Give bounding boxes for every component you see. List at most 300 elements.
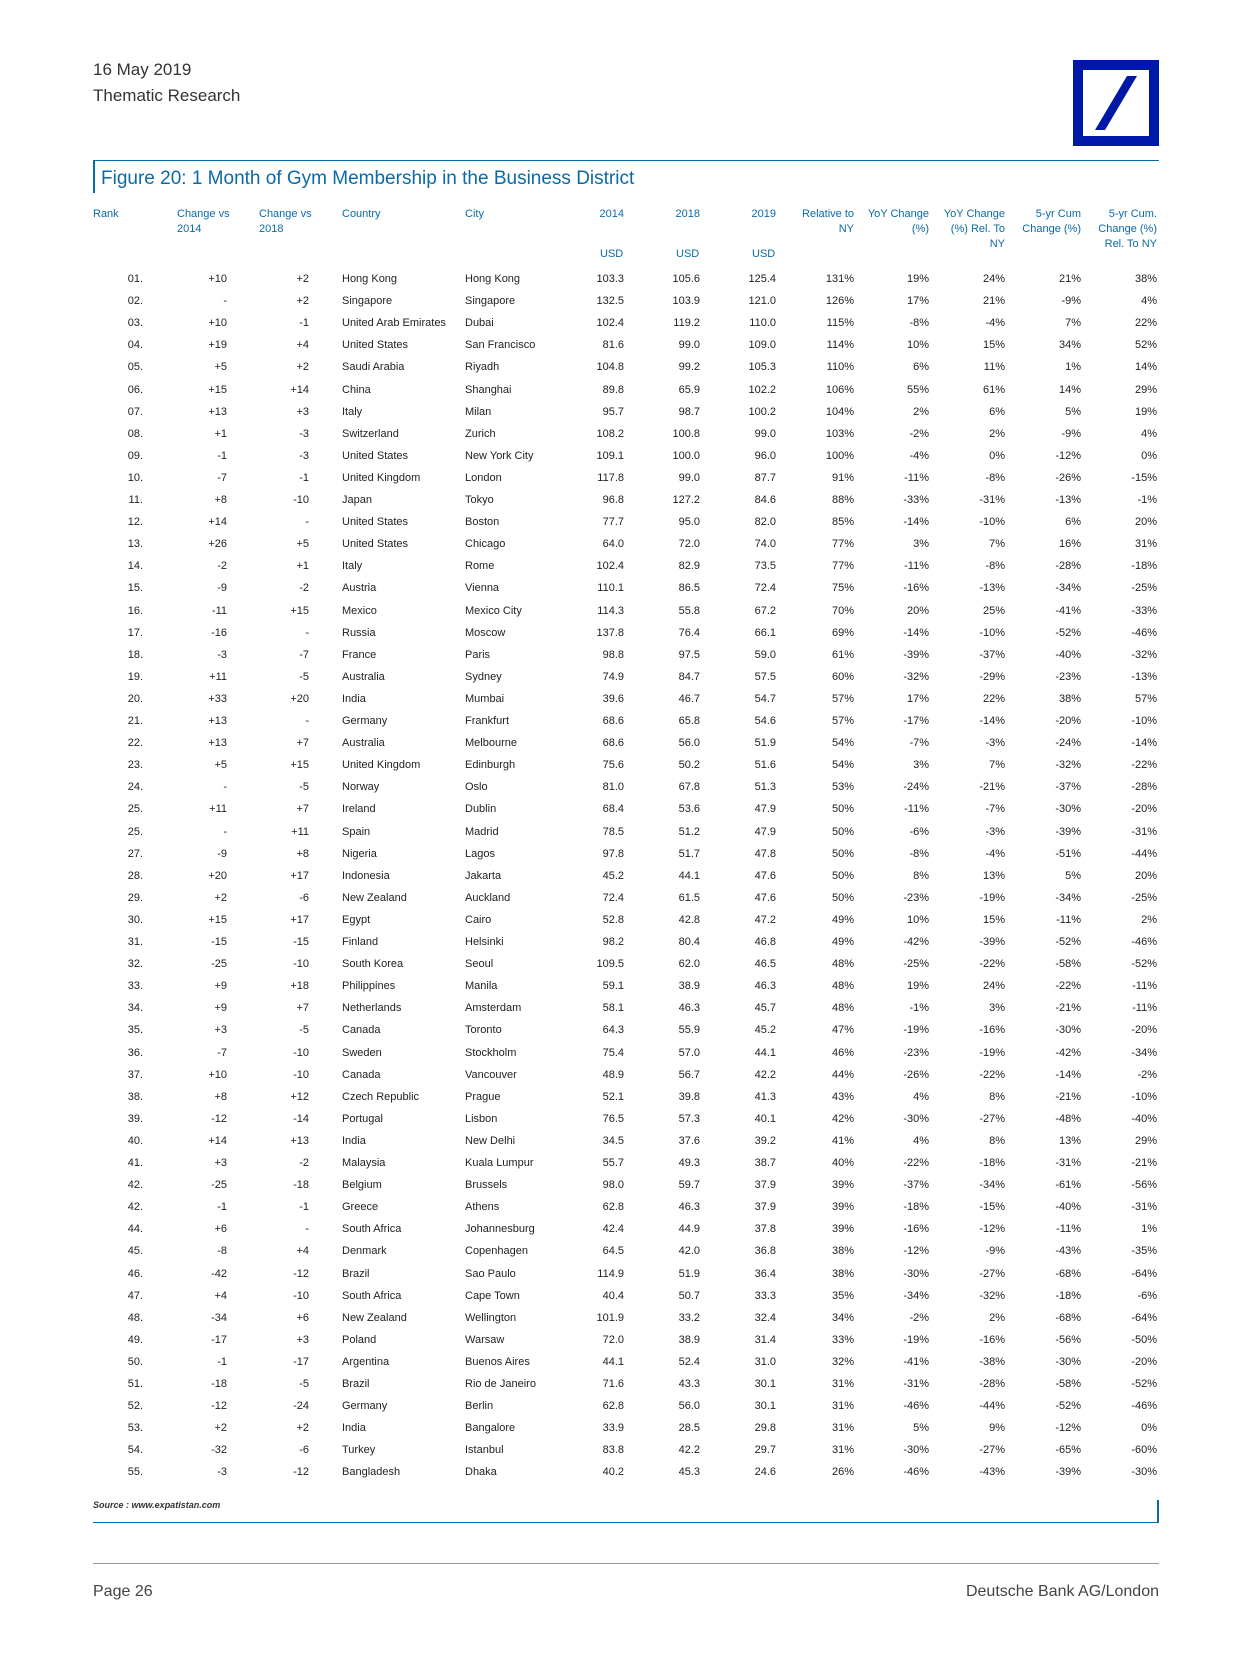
cell-change-2014: +19 <box>208 339 227 352</box>
cell-rank: 34. <box>127 1002 143 1015</box>
table-row <box>0 447 1240 469</box>
cell-change-2014: +13 <box>208 405 227 418</box>
cell-change-2014: -9 <box>217 582 227 595</box>
cell-5yr-change: -9% <box>1061 427 1081 440</box>
cell-rank: 48. <box>127 1311 143 1324</box>
cell-relative-ny: 57% <box>831 692 854 705</box>
cell-5yr-change: -32% <box>1055 759 1081 772</box>
cell-price-2018: 99.0 <box>678 339 700 352</box>
cell-change-2018: -7 <box>299 648 309 661</box>
cell-country: South Korea <box>342 958 404 971</box>
cell-yoy-rel-ny: -3% <box>985 737 1005 750</box>
table-row <box>0 1441 1240 1463</box>
unit-2019: USD <box>752 248 776 260</box>
cell-5yr-change: -20% <box>1055 715 1081 727</box>
table-row <box>0 624 1240 646</box>
cell-price-2014: 55.7 <box>602 1157 624 1169</box>
cell-relative-ny: 49% <box>831 936 854 948</box>
cell-relative-ny: 48% <box>831 958 854 971</box>
table-row <box>0 381 1240 403</box>
cell-change-2014: +9 <box>214 980 227 993</box>
cell-5yr-change: -24% <box>1055 737 1081 750</box>
cell-city: Manila <box>465 980 498 993</box>
cell-rank: 46. <box>127 1267 143 1280</box>
cell-change-2014: +33 <box>208 692 227 705</box>
cell-price-2018: 76.4 <box>678 626 700 639</box>
cell-relative-ny: 53% <box>831 781 854 794</box>
cell-city: Tokyo <box>465 494 494 506</box>
cell-relative-ny: 75% <box>831 582 854 595</box>
col-city: City <box>465 208 484 220</box>
cell-5yr-change: -23% <box>1055 670 1081 683</box>
table-row <box>0 292 1240 314</box>
cell-5yr-change: -34% <box>1055 891 1081 904</box>
cell-change-2018: +17 <box>290 913 309 926</box>
cell-change-2014: -1 <box>217 449 227 462</box>
cell-country: Austria <box>342 582 377 595</box>
cell-5yr-change: -52% <box>1055 936 1081 948</box>
cell-price-2018: 97.5 <box>678 648 700 661</box>
cell-change-2018: +3 <box>296 405 309 418</box>
cell-change-2018: +14 <box>290 383 309 396</box>
cell-rank: 50. <box>127 1355 143 1368</box>
page-number: Page 26 <box>93 1583 153 1600</box>
cell-yoy-rel-ny: -27% <box>979 1112 1005 1125</box>
cell-country: India <box>342 1134 366 1147</box>
cell-yoy-rel-ny: 7% <box>989 759 1005 772</box>
cell-change-2018: +20 <box>290 692 309 705</box>
cell-price-2018: 82.9 <box>678 560 700 573</box>
cell-5yr-rel-ny: -25% <box>1131 891 1157 904</box>
cell-country: Canada <box>342 1024 381 1037</box>
col-2018: 2018 <box>675 208 700 220</box>
cell-5yr-rel-ny: -64% <box>1131 1267 1157 1280</box>
cell-price-2019: 30.1 <box>754 1400 776 1413</box>
cell-yoy-change: -46% <box>903 1400 929 1413</box>
report-type: Thematic Research <box>93 86 241 105</box>
cell-country: Brazil <box>342 1267 370 1280</box>
cell-price-2014: 71.6 <box>602 1378 624 1390</box>
cell-city: Lisbon <box>465 1112 498 1125</box>
cell-yoy-change: 17% <box>906 692 929 705</box>
cell-relative-ny: 42% <box>831 1112 854 1125</box>
cell-country: Czech Republic <box>342 1090 420 1103</box>
cell-rank: 07. <box>127 405 143 418</box>
cell-price-2018: 28.5 <box>678 1422 700 1435</box>
cell-price-2019: 74.0 <box>754 538 776 551</box>
cell-price-2014: 72.0 <box>602 1333 624 1346</box>
cell-city: Riyadh <box>465 361 500 374</box>
cell-country: Portugal <box>342 1112 383 1125</box>
cell-price-2014: 98.2 <box>602 936 624 948</box>
cell-yoy-change: -2% <box>909 427 929 440</box>
cell-city: Vancouver <box>465 1068 517 1081</box>
cell-rank: 25. <box>127 825 143 838</box>
cell-price-2019: 39.2 <box>754 1134 776 1147</box>
cell-5yr-change: -40% <box>1055 1201 1081 1214</box>
cell-yoy-rel-ny: 8% <box>989 1090 1005 1103</box>
col-2014: 2014 <box>599 208 624 220</box>
cell-price-2018: 51.9 <box>678 1267 700 1280</box>
cell-country: Bangladesh <box>342 1466 401 1479</box>
cell-country: United Kingdom <box>342 759 421 772</box>
cell-change-2014: - <box>223 825 227 838</box>
cell-price-2018: 86.5 <box>678 582 700 595</box>
cell-change-2018: -2 <box>299 1157 309 1169</box>
cell-price-2014: 72.4 <box>602 891 624 904</box>
cell-city: Boston <box>465 516 500 529</box>
table-row <box>0 646 1240 668</box>
cell-change-2018: +13 <box>290 1134 309 1147</box>
cell-5yr-change: -30% <box>1055 803 1081 816</box>
cell-city: New Delhi <box>465 1134 516 1147</box>
cell-country: Finland <box>342 936 379 948</box>
cell-yoy-rel-ny: -3% <box>985 825 1005 838</box>
cell-5yr-change: -43% <box>1055 1245 1081 1258</box>
table-row <box>0 845 1240 867</box>
cell-price-2019: 37.8 <box>754 1223 776 1236</box>
cell-yoy-change: -19% <box>903 1333 929 1346</box>
cell-price-2014: 117.8 <box>597 471 624 484</box>
cell-price-2014: 48.9 <box>602 1068 624 1081</box>
cell-5yr-rel-ny: -6% <box>1137 1289 1157 1302</box>
cell-relative-ny: 54% <box>831 737 854 750</box>
cell-change-2014: +13 <box>208 737 227 750</box>
cell-change-2018: +8 <box>296 847 309 860</box>
cell-country: Germany <box>342 715 388 727</box>
cell-5yr-rel-ny: -14% <box>1131 737 1157 750</box>
cell-yoy-change: -11% <box>904 803 929 816</box>
cell-country: Russia <box>342 626 376 639</box>
cell-change-2018: +3 <box>296 1333 309 1346</box>
cell-country: Greece <box>342 1201 379 1214</box>
cell-price-2019: 72.4 <box>754 582 776 595</box>
unit-2014: USD <box>600 248 624 260</box>
cell-5yr-rel-ny: -32% <box>1131 648 1157 661</box>
cell-5yr-rel-ny: -56% <box>1131 1179 1157 1192</box>
cell-yoy-rel-ny: -19% <box>979 1046 1005 1059</box>
cell-change-2014: +2 <box>214 1422 227 1435</box>
cell-relative-ny: 77% <box>831 538 854 551</box>
cell-relative-ny: 50% <box>831 803 854 816</box>
cell-price-2018: 53.6 <box>678 803 700 816</box>
cell-relative-ny: 85% <box>831 516 854 529</box>
table-row <box>0 602 1240 624</box>
cell-change-2014: +10 <box>208 273 227 285</box>
cell-rank: 51. <box>127 1378 143 1390</box>
cell-price-2014: 114.3 <box>597 604 624 617</box>
cell-relative-ny: 31% <box>831 1378 854 1390</box>
table-row <box>0 734 1240 756</box>
cell-price-2018: 44.9 <box>678 1223 700 1236</box>
cell-relative-ny: 50% <box>831 847 854 860</box>
cell-change-2018: +7 <box>296 737 309 750</box>
cell-relative-ny: 39% <box>831 1179 854 1192</box>
cell-change-2018: +7 <box>296 803 309 816</box>
col-relative-ny: Relative to NY <box>802 208 854 235</box>
cell-relative-ny: 50% <box>831 825 854 838</box>
cell-yoy-rel-ny: -9% <box>985 1245 1005 1258</box>
cell-5yr-rel-ny: -50% <box>1131 1333 1157 1346</box>
cell-yoy-rel-ny: -10% <box>979 626 1005 639</box>
cell-yoy-rel-ny: -28% <box>979 1378 1005 1390</box>
cell-country: Nigeria <box>342 847 377 860</box>
cell-city: Jakarta <box>465 869 502 882</box>
cell-change-2018: -10 <box>293 494 309 506</box>
cell-price-2018: 99.0 <box>678 471 700 484</box>
cell-rank: 13. <box>127 538 143 551</box>
cell-relative-ny: 106% <box>825 383 854 396</box>
table-row <box>0 1198 1240 1220</box>
cell-5yr-change: -9% <box>1061 295 1081 308</box>
cell-rank: 29. <box>127 891 143 904</box>
cell-rank: 30. <box>127 913 143 926</box>
cell-country: New Zealand <box>342 891 407 904</box>
cell-rank: 31. <box>127 936 143 948</box>
cell-rank: 40. <box>127 1134 143 1147</box>
cell-yoy-change: -33% <box>903 494 929 506</box>
table-row <box>0 469 1240 491</box>
cell-city: Wellington <box>465 1311 517 1324</box>
cell-5yr-rel-ny: 31% <box>1134 538 1157 551</box>
cell-yoy-rel-ny: 22% <box>982 692 1005 705</box>
cell-city: Madrid <box>465 825 499 838</box>
cell-change-2014: -9 <box>217 847 227 860</box>
cell-5yr-change: -31% <box>1055 1157 1081 1169</box>
cell-yoy-change: -30% <box>903 1444 929 1457</box>
cell-change-2014: +11 <box>209 803 227 816</box>
cell-price-2014: 42.4 <box>602 1223 624 1236</box>
col-country: Country <box>342 208 381 220</box>
cell-yoy-rel-ny: -32% <box>979 1289 1005 1302</box>
cell-relative-ny: 131% <box>825 273 854 285</box>
cell-relative-ny: 91% <box>831 471 854 484</box>
cell-price-2019: 73.5 <box>754 560 776 573</box>
cell-price-2018: 59.7 <box>678 1179 700 1192</box>
cell-5yr-change: 5% <box>1065 869 1081 882</box>
cell-price-2018: 46.3 <box>678 1201 700 1214</box>
cell-price-2014: 78.5 <box>602 825 624 838</box>
cell-yoy-change: -2% <box>909 1311 929 1324</box>
cell-change-2018: -1 <box>299 317 309 330</box>
cell-yoy-change: -42% <box>903 936 929 948</box>
cell-yoy-change: 17% <box>906 295 929 308</box>
table-row <box>0 955 1240 977</box>
cell-rank: 37. <box>127 1068 143 1081</box>
cell-yoy-rel-ny: -4% <box>985 847 1005 860</box>
cell-5yr-rel-ny: 0% <box>1141 1422 1157 1435</box>
table-row <box>0 800 1240 822</box>
cell-5yr-change: 5% <box>1065 405 1081 418</box>
cell-price-2019: 47.9 <box>754 803 776 816</box>
cell-5yr-change: -51% <box>1055 847 1081 860</box>
cell-yoy-rel-ny: -4% <box>985 317 1005 330</box>
cell-yoy-change: -46% <box>903 1466 929 1479</box>
cell-5yr-rel-ny: 57% <box>1134 692 1157 705</box>
footer-rule <box>93 1563 1159 1564</box>
figure-top-rule <box>93 160 1159 161</box>
cell-country: Turkey <box>342 1444 376 1457</box>
cell-city: Berlin <box>465 1400 494 1413</box>
cell-relative-ny: 104% <box>825 405 854 418</box>
cell-5yr-change: -30% <box>1055 1024 1081 1037</box>
cell-country: Brazil <box>342 1378 370 1390</box>
cell-rank: 17. <box>127 626 143 639</box>
cell-price-2018: 56.7 <box>678 1068 700 1081</box>
cell-5yr-change: 7% <box>1065 317 1081 330</box>
cell-price-2018: 42.2 <box>678 1444 700 1457</box>
cell-price-2019: 109.0 <box>748 339 776 352</box>
cell-price-2019: 47.2 <box>754 913 776 926</box>
cell-price-2019: 37.9 <box>754 1179 776 1192</box>
cell-price-2019: 44.1 <box>754 1046 776 1059</box>
cell-price-2019: 37.9 <box>754 1201 776 1214</box>
cell-yoy-change: -6% <box>909 825 929 838</box>
cell-city: Rome <box>465 560 495 573</box>
cell-rank: 16. <box>127 604 143 617</box>
cell-country: Saudi Arabia <box>342 361 405 374</box>
cell-price-2019: 99.0 <box>754 427 776 440</box>
footer-org: Deutsche Bank AG/London <box>965 1583 1159 1600</box>
cell-change-2014: -7 <box>217 1046 227 1059</box>
cell-relative-ny: 48% <box>831 980 854 993</box>
cell-change-2014: -12 <box>211 1400 227 1413</box>
cell-price-2019: 47.9 <box>754 825 776 838</box>
cell-change-2018: +4 <box>296 339 309 352</box>
cell-country: United Arab Emirates <box>342 317 446 330</box>
cell-yoy-change: -14% <box>903 626 929 639</box>
cell-price-2018: 62.0 <box>678 958 700 971</box>
cell-change-2018: +2 <box>296 1422 309 1435</box>
cell-change-2014: - <box>223 781 227 794</box>
cell-5yr-rel-ny: 52% <box>1134 339 1157 352</box>
cell-change-2014: -12 <box>211 1112 227 1125</box>
cell-yoy-rel-ny: 15% <box>982 339 1005 352</box>
cell-yoy-change: -31% <box>903 1378 929 1390</box>
cell-change-2018: +15 <box>290 604 309 617</box>
cell-yoy-rel-ny: -8% <box>985 471 1005 484</box>
cell-price-2018: 65.9 <box>678 383 700 396</box>
cell-change-2018: +4 <box>296 1245 309 1258</box>
cell-price-2014: 98.8 <box>602 648 624 661</box>
col-yoy-rel-ny: YoY Change (%) Rel. To NY <box>943 208 1005 250</box>
cell-price-2018: 100.0 <box>672 449 700 462</box>
cell-rank: 28. <box>127 869 143 882</box>
table-row <box>0 425 1240 447</box>
cell-country: Spain <box>342 825 371 838</box>
cell-price-2014: 33.9 <box>602 1422 624 1435</box>
figure-bottom-rule <box>93 1522 1159 1523</box>
cell-price-2018: 127.2 <box>672 494 700 506</box>
cell-city: Istanbul <box>465 1444 504 1457</box>
cell-5yr-rel-ny: -46% <box>1131 1400 1157 1413</box>
cell-country: Argentina <box>342 1355 390 1368</box>
cell-city: Buenos Aires <box>465 1355 530 1368</box>
cell-price-2014: 64.3 <box>602 1024 624 1037</box>
cell-country: Ireland <box>342 803 376 816</box>
cell-price-2014: 44.1 <box>602 1355 624 1368</box>
cell-5yr-rel-ny: 0% <box>1141 449 1157 462</box>
cell-5yr-change: -21% <box>1055 1002 1081 1015</box>
cell-5yr-change: -48% <box>1055 1112 1081 1125</box>
cell-5yr-rel-ny: -31% <box>1131 1201 1157 1214</box>
cell-yoy-rel-ny: 21% <box>982 295 1005 308</box>
cell-price-2014: 58.1 <box>602 1002 624 1015</box>
cell-change-2018: -5 <box>299 1024 309 1037</box>
cell-price-2014: 74.9 <box>602 670 624 683</box>
cell-price-2018: 51.2 <box>678 825 700 838</box>
cell-price-2014: 40.2 <box>602 1466 624 1479</box>
cell-5yr-change: 1% <box>1065 361 1081 374</box>
cell-price-2019: 100.2 <box>748 405 776 418</box>
cell-5yr-rel-ny: 4% <box>1141 295 1157 308</box>
cell-change-2014: +6 <box>214 1223 227 1236</box>
cell-price-2018: 43.3 <box>678 1378 700 1390</box>
cell-country: Norway <box>342 781 380 794</box>
cell-country: Philippines <box>342 980 396 993</box>
cell-change-2014: +1 <box>214 427 227 440</box>
cell-price-2014: 81.0 <box>602 781 624 794</box>
figure-title: Figure 20: 1 Month of Gym Membership in the Business District <box>101 168 635 189</box>
cell-5yr-rel-ny: -28% <box>1131 781 1157 794</box>
cell-5yr-rel-ny: -21% <box>1131 1157 1157 1169</box>
cell-yoy-rel-ny: -27% <box>979 1444 1005 1457</box>
cell-change-2018: - <box>305 626 309 639</box>
cell-price-2018: 119.2 <box>673 317 700 330</box>
cell-price-2014: 77.7 <box>602 516 624 529</box>
cell-rank: 04. <box>127 339 143 352</box>
cell-relative-ny: 35% <box>831 1289 854 1302</box>
cell-country: United States <box>342 449 409 462</box>
cell-relative-ny: 26% <box>831 1466 854 1479</box>
cell-relative-ny: 39% <box>831 1223 854 1236</box>
cell-change-2014: -1 <box>217 1355 227 1368</box>
cell-relative-ny: 31% <box>831 1422 854 1435</box>
cell-rank: 10. <box>127 471 143 484</box>
cell-rank: 21. <box>127 715 143 727</box>
cell-5yr-change: 13% <box>1058 1134 1081 1147</box>
cell-country: Hong Kong <box>342 273 398 285</box>
cell-yoy-change: -16% <box>903 582 929 595</box>
cell-yoy-change: -30% <box>903 1112 929 1125</box>
cell-price-2014: 137.8 <box>596 626 624 639</box>
cell-5yr-rel-ny: -20% <box>1131 803 1157 816</box>
cell-yoy-rel-ny: 7% <box>989 538 1005 551</box>
cell-price-2019: 30.1 <box>754 1378 776 1390</box>
cell-5yr-change: -22% <box>1055 980 1081 993</box>
cell-rank: 33. <box>127 980 143 993</box>
cell-yoy-change: -41% <box>903 1355 929 1368</box>
cell-5yr-change: 14% <box>1058 383 1081 396</box>
cell-yoy-rel-ny: -10% <box>979 516 1005 529</box>
cell-5yr-rel-ny: 29% <box>1134 383 1157 396</box>
cell-change-2014: -11 <box>211 604 227 617</box>
cell-yoy-change: 3% <box>913 759 929 772</box>
cell-price-2019: 36.8 <box>754 1245 776 1258</box>
deutsche-bank-logo <box>1073 60 1159 146</box>
cell-change-2018: +1 <box>296 560 309 573</box>
cell-yoy-change: -25% <box>903 958 929 971</box>
cell-price-2018: 55.9 <box>678 1024 700 1037</box>
cell-price-2019: 47.8 <box>754 847 776 860</box>
cell-price-2014: 108.2 <box>596 427 624 440</box>
cell-5yr-change: -52% <box>1055 1400 1081 1413</box>
cell-country: Belgium <box>342 1179 382 1192</box>
table-row <box>0 756 1240 778</box>
cell-price-2019: 47.6 <box>754 869 776 882</box>
cell-price-2019: 45.7 <box>754 1002 776 1015</box>
cell-5yr-rel-ny: -13% <box>1131 670 1157 683</box>
